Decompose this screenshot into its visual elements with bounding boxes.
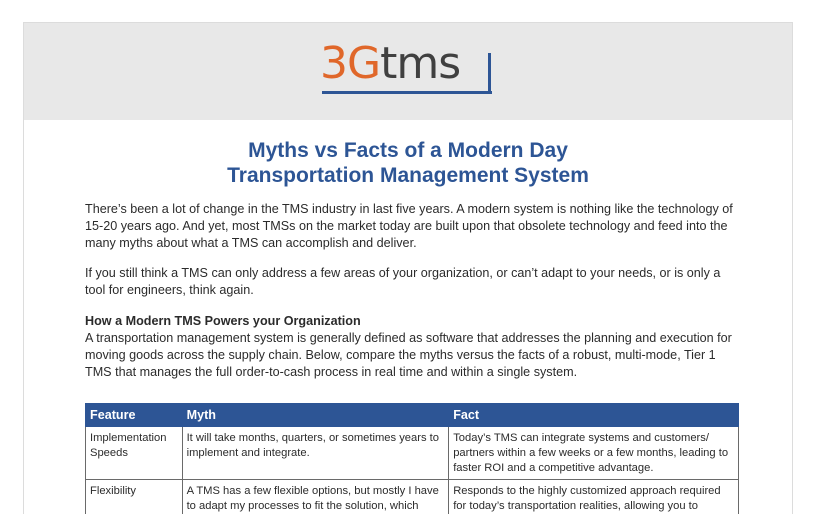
- document-page: [24, 23, 792, 514]
- header-feature: Feature: [86, 404, 183, 427]
- challenge-paragraph: If you still think a TMS can only address a few areas of your organization, or can’t adapt to your needs, or is only a tool for engineers, think again.: [85, 266, 721, 297]
- document-title: [24, 138, 792, 188]
- fact-cell: Responds to the highly customized approach required for today’s transportation realities, allowing you to: [449, 480, 739, 514]
- header-band: [24, 23, 792, 120]
- logo-underline: [322, 91, 492, 94]
- table-row: [86, 480, 739, 514]
- title-line-2: Transportation Management System: [227, 164, 589, 187]
- fact-cell: Today’s TMS can integrate systems and customers/ partners within a few weeks or a few months, leading to faster ROI and a competitive advantage.: [449, 427, 739, 480]
- logo-bracket: [482, 53, 491, 93]
- section-heading: How a Modern TMS Powers your Organization: [85, 314, 361, 328]
- header-myth: Myth: [182, 404, 449, 427]
- myth-cell: It will take months, quarters, or sometimes years to implement and integrate.: [182, 427, 449, 480]
- feature-cell: Flexibility: [86, 480, 183, 514]
- myths-facts-table: [85, 403, 739, 514]
- logo-tms: tms: [380, 38, 461, 89]
- table-row: [86, 427, 739, 480]
- title-line-1: Myths vs Facts of a Modern Day: [248, 139, 568, 162]
- logo-wordmark: [320, 39, 460, 89]
- 3gtms-logo: [320, 39, 496, 97]
- header-fact: Fact: [449, 404, 739, 427]
- section-body: A transportation management system is generally defined as software that addresses the planning and execution for moving goods across the supply chain. Below, compare the myths versus the facts of a robust, multi-mode, Tier 1 TMS that manages the full order-to-cash process in real time and within a single system.: [85, 331, 732, 379]
- table-header-row: [86, 404, 739, 427]
- intro-paragraph: There’s been a lot of change in the TMS industry in last five years. A modern system is nothing like the technology of 15-20 years ago. And yet, most TMSs on the market today are built upon that obsolete technology and feed into the many myths about what a TMS can accomplish and deliver.: [85, 202, 733, 250]
- feature-cell: Implementation Speeds: [86, 427, 183, 480]
- logo-3g: 3G: [320, 38, 381, 89]
- myth-cell: A TMS has a few flexible options, but mostly I have to adapt my processes to fit the solution, which: [182, 480, 449, 514]
